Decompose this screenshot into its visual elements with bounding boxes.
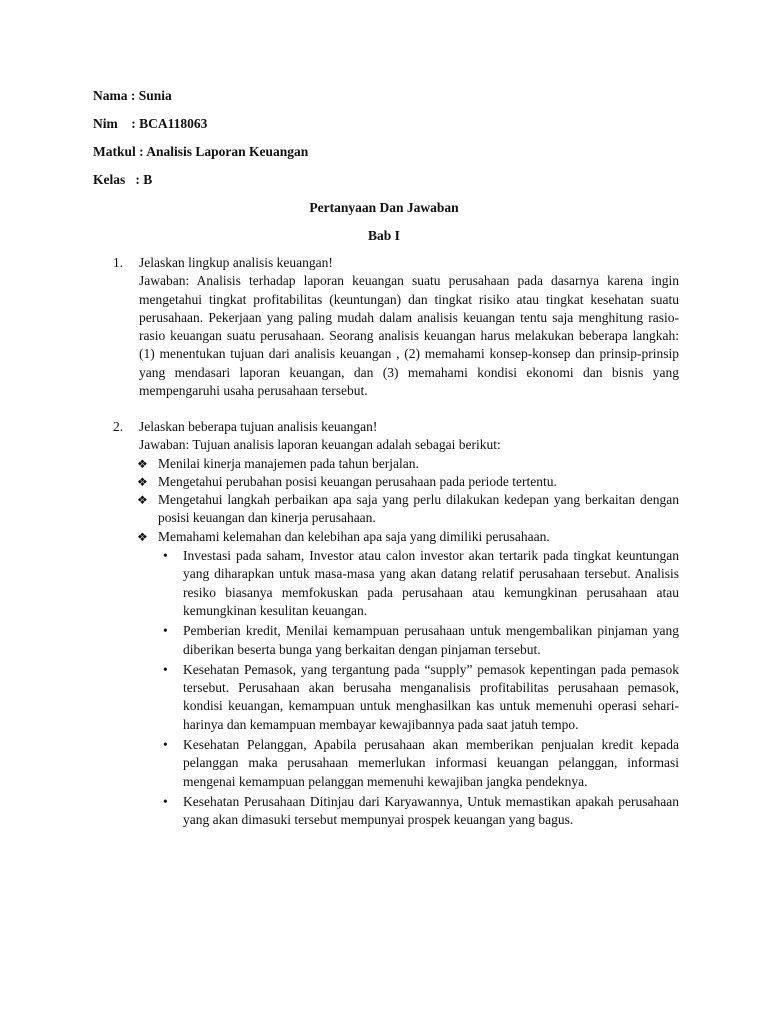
list-item — [113, 793, 679, 830]
answer-text: Jawaban: Analisis terhadap laporan keuangan suatu perusahaan pada dasarnya karena ingin mengetahui tingkat profitabilitas (keuntungan) dan tingkat risiko atau tingkat kesehatan suatu perusahaan. Pekerjaan yang paling mudah dalam analisis keuangan tentu saja menghitung rasio-rasio keuangan suatu perusahaan. Seorang analisis keuangan harus melakukan beberapa langkah: (1) menentukan tujuan dari analisis keuangan , (2) memahami konsep-konsep dan prinsip-prinsip yang mendasari laporan keuangan, dan (3) memahami kondisi ekonomi dan bisnis yang mempengaruhi usaha perusahaan tersebut. — [139, 273, 679, 399]
list-item — [113, 622, 679, 659]
diamond-bullet-icon: ❖ — [137, 456, 148, 471]
list-item — [113, 736, 679, 791]
header-nim: Nim : BCA118063 — [93, 116, 208, 131]
page-subtitle: Bab I — [368, 228, 400, 243]
sub-point-text: Investasi pada saham, Investor atau calon investor akan tertarik pada tingkat keuntungan yang diharapkan untuk masa-masa yang akan datang relatif perusahaan tersebut. Analisis resiko biasanya memfokuskan pada perusahaan atau kemungkinan perusahaan atau kemungkinan kesulitan keuangan. — [183, 548, 679, 618]
page-title: Pertanyaan Dan Jawaban — [309, 200, 459, 215]
point-text: Menilai kinerja manajemen pada tahun berjalan. — [158, 455, 419, 471]
point-text: Mengetahui langkah perbaikan apa saja yang perlu dilakukan kedepan yang berkaitan dengan posisi keuangan dan kinerja perusahaan. — [158, 492, 679, 526]
diamond-bullet-icon: ❖ — [137, 529, 148, 544]
sub-point-list — [113, 547, 679, 829]
sub-point-text: Kesehatan Pelanggan, Apabila perusahaan akan memberikan penjualan kredit kepada pelanggan maka perusahaan memerlukan informasi keuangan pelanggan, informasi mengenai kemampuan pelanggan memenuhi kewajiban jangka pendeknya. — [183, 737, 679, 789]
bullet-dot-icon: • — [163, 548, 168, 564]
list-item — [113, 547, 679, 620]
answer-text: Jawaban: Tujuan analisis laporan keuangan adalah sebagai berikut: — [139, 437, 501, 453]
list-item — [113, 528, 679, 546]
question-item — [113, 418, 679, 832]
question-item — [113, 254, 679, 400]
diamond-bullet-icon: ❖ — [137, 493, 148, 508]
bullet-dot-icon: • — [163, 737, 168, 753]
list-item — [113, 661, 679, 734]
sub-point-text: Pemberian kredit, Menilai kemampuan perusahaan untuk mengembalikan pinjaman yang diberikan beserta bunga yang berkaitan dengan pinjaman tersebut. — [183, 623, 679, 657]
header-kelas: Kelas : B — [93, 172, 153, 187]
list-item — [113, 491, 679, 528]
point-text: Mengetahui perubahan posisi keuangan perusahaan pada periode tertentu. — [158, 473, 557, 489]
list-item — [113, 473, 679, 491]
bullet-dot-icon: • — [163, 623, 168, 639]
question-number: 2. — [113, 419, 124, 434]
header-nama: Nama : Sunia — [93, 88, 172, 103]
sub-point-text: Kesehatan Perusahaan Ditinjau dari Karyawannya, Untuk memastikan apakah perusahaan yang akan dimasuki tersebut mempunyai prospek keuangan yang bagus. — [183, 793, 679, 828]
header-matkul: Matkul : Analisis Laporan Keuangan — [93, 144, 309, 159]
bullet-dot-icon: • — [163, 793, 168, 809]
sub-point-text: Kesehatan Pemasok, yang tergantung pada “supply” pemasok kepentingan pada pemasok tersebut. Perusahaan akan berusaha menganalisis profitabilitas perusahaan pemasok, kondisi keuangan, kemampuan untuk menghasilkan kas untuk memenuhi operasi sehari-harinya dan kemampuan membayar kewajibannya pada saat jatuh tempo. — [183, 661, 679, 732]
question-text: Jelaskan lingkup analisis keuangan! — [139, 255, 333, 270]
list-item — [113, 455, 679, 473]
bullet-dot-icon: • — [163, 661, 168, 677]
diamond-bullet-icon: ❖ — [137, 474, 148, 489]
question-text: Jelaskan beberapa tujuan analisis keuangan! — [139, 419, 378, 434]
point-text: Memahami kelemahan dan kelebihan apa saja yang dimiliki perusahaan. — [158, 528, 550, 544]
question-number: 1. — [113, 255, 124, 270]
